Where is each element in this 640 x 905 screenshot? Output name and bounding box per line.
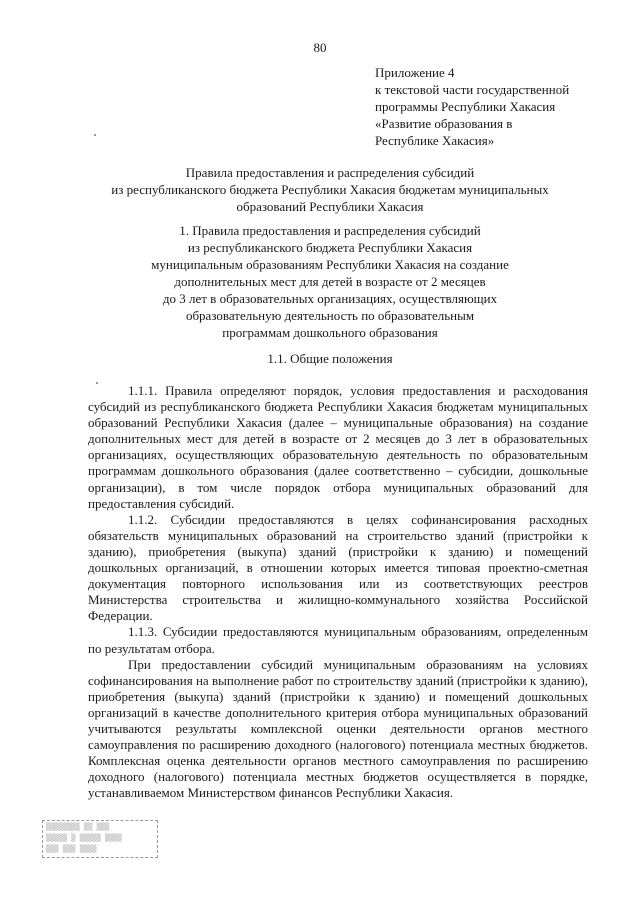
appendix-line: «Развитие образования в [375, 116, 513, 131]
section-heading-line: из республиканского бюджета Республики Хакасия [187, 240, 473, 255]
appendix-line: Приложение 4 [375, 65, 455, 80]
title-line: образований Республики Хакасия [236, 199, 424, 214]
section-heading-line: муниципальным образованиям Республики Хакасия на создание [151, 257, 509, 272]
section-heading-line: до 3 лет в образовательных организациях, осуществляющих [162, 291, 498, 306]
appendix-line: программы Республики Хакасия [375, 99, 556, 114]
section-heading-line: программам дошкольного образования [222, 325, 438, 340]
paragraph: При предоставлении субсидий муниципальным образованиям на условиях софинансирования на выполнение работ по строительству зданий (пристройки к зданию), приобретения (выкупа) зданий (пристройки к зданию) и помещений дошкольных организаций в качестве дополнительного критерия отбора муниципальных образований учитываются результаты комплексной оценки деятельности органов местного самоуправления по расширению доходного (налогового) потенциала местных бюджетов. Комплексная оценка деятельности органов местного самоуправления по расширению доходного (налогового) потенциала местных бюджетов осуществляется в порядке, устанавливаемом Министерством финансов Республики Хакасия. [88, 656, 588, 801]
section-heading-line: дополнительных мест для детей в возрасте от 2 месяцев [174, 274, 486, 289]
section-heading-line: 1. Правила предоставления и распределения субсидий [179, 223, 481, 238]
title-line: из республиканского бюджета Республики Хакасия бюджетам муниципальных [111, 182, 549, 197]
scan-speck [96, 382, 98, 384]
appendix-line: Республике Хакасия» [375, 133, 495, 148]
appendix-note [375, 64, 625, 149]
title-line: Правила предоставления и распределения субсидий [185, 165, 475, 180]
page-number: 80 [313, 40, 327, 55]
document-title [60, 164, 600, 215]
section-heading-line: образовательную деятельность по образовательным [185, 308, 475, 323]
paragraph: 1.1.2. Субсидии предоставляются в целях софинансирования расходных обязательств муниципальных образований на строительство зданий (пристройки к зданию), приобретения (выкупа) зданий (пристройки к зданию) и помещений дошкольных организаций, в отношении которых имеется типовая проектно-сметная документация повторного использования или из соответствующих реестров Министерства строительства и жилищно-коммунального хозяйства Российской Федерации. [88, 511, 588, 624]
section-heading [60, 222, 600, 341]
registration-stamp: ▒▒▒▒▒▒▒▒ ▒▒ ▒▒▒ ▒▒▒▒▒ ▒ ▒▒▒▒▒ ▒▒▒▒ ▒▒▒ ▒▒▒ ▒▒▒▒ [42, 820, 158, 858]
scan-speck [94, 134, 96, 136]
body-text [88, 383, 588, 801]
appendix-line: к текстовой части государственной [375, 82, 570, 97]
subsection-heading: 1.1. Общие положения [267, 351, 393, 366]
paragraph: 1.1.3. Субсидии предоставляются муниципальным образованиям, определенным по результатам отбора. [88, 624, 588, 656]
paragraph: 1.1.1. Правила определяют порядок, условия предоставления и расходования субсидий из республиканского бюджета Республики Хакасия бюджетам муниципальных образований Республики Хакасия (далее – муниципальные образования) на создание дополнительных мест для детей в возрасте от 2 месяцев до 3 лет в образовательных организациях, осуществляющих образовательную деятельность по образовательным программам дошкольного образования (далее соответственно – субсидии, дошкольные организации), в том числе порядок отбора муниципальных образований для предоставления субсидий. [88, 383, 588, 511]
